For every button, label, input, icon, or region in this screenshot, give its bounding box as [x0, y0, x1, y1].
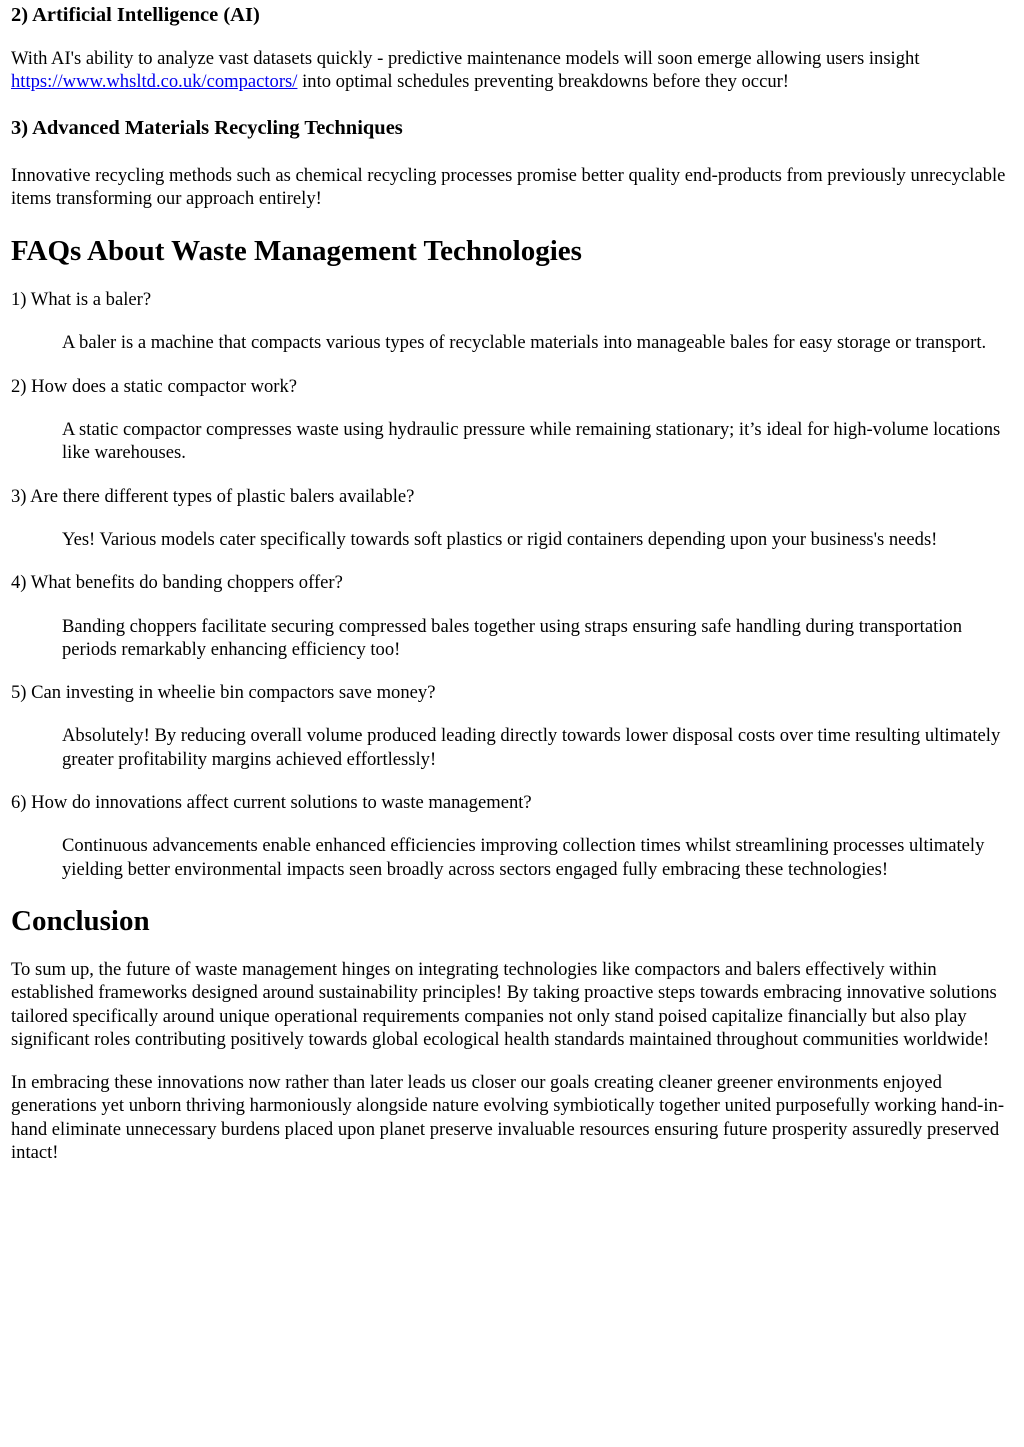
- section-text-ai: [11, 47, 1014, 94]
- faq-question: 6) How do innovations affect current solutions to waste management?: [11, 792, 532, 814]
- faq-list: [11, 288, 1014, 881]
- faq-answer: Continuous advancements enable enhanced efficiencies improving collection times whilst streamlining processes ultimately yielding better environmental impacts seen broadly across sectors engaged fully embracing these technologies!: [62, 835, 985, 880]
- faq-question: 2) How does a static compactor work?: [11, 375, 298, 397]
- faq-question: 5) Can investing in wheelie bin compactors save money?: [11, 682, 436, 704]
- compactors-link[interactable]: https://www.whsltd.co.uk/compactors/: [11, 71, 298, 93]
- faq-answer: Absolutely! By reducing overall volume produced leading directly towards lower disposal costs over time resulting ultimately greater profitability margins achieved effortlessly!: [62, 725, 1001, 770]
- conclusion-paragraph: In embracing these innovations now rather than later leads us closer our goals creating cleaner greener environments enjoyed generations yet unborn thriving harmoniously alongside nature evolving symbiotically together united purposefully working hand-in-hand eliminate unnecessary burdens placed upon planet preserve invaluable resources ensuring future prosperity assuredly preserved intact!: [11, 1072, 1005, 1164]
- conclusion-paragraph: To sum up, the future of waste management hinges on integrating technologies like compactors and balers effectively within established frameworks designed around sustainability principles! By taking proactive steps towards embracing innovative solutions tailored specifically around unique operational requirements companies not only stand poised capitalize financially but also play significant roles contributing positively towards global ecological health standards maintained throughout communities worldwide!: [11, 958, 997, 1050]
- article-body: [0, 1, 1024, 1164]
- faq-answer: Yes! Various models cater specifically towards soft plastics or rigid containers depending upon your business's needs!: [62, 528, 938, 550]
- faq-answer: A static compactor compresses waste using hydraulic pressure while remaining stationary; it’s ideal for high-volume locations like warehouses.: [62, 419, 1001, 464]
- faq-question: 4) What benefits do banding choppers offer?: [11, 572, 343, 594]
- faq-answer: Banding choppers facilitate securing compressed bales together using straps ensuring safe handling during transportation periods remarkably enhancing efficiency too!: [62, 615, 963, 660]
- faq-question: 1) What is a baler?: [11, 289, 152, 311]
- conclusion-heading: Conclusion: [11, 904, 150, 937]
- faq-question: 3) Are there different types of plastic balers available?: [11, 485, 415, 507]
- section-heading-ai: 2) Artificial Intelligence (AI): [11, 4, 260, 26]
- section-text-recycling: Innovative recycling methods such as chemical recycling processes promise better quality end-products from previously unrecyclable items transforming our approach entirely!: [11, 164, 1006, 209]
- ai-text-before-link: With AI's ability to analyze vast datasets quickly - predictive maintenance models will soon emerge allowing users insight: [11, 48, 920, 69]
- ai-text-after-link: into optimal schedules preventing breakdowns before they occur!: [297, 71, 789, 93]
- section-heading-recycling: 3) Advanced Materials Recycling Techniques: [11, 116, 403, 139]
- faq-answer: A baler is a machine that compacts various types of recyclable materials into manageable bales for easy storage or transport.: [62, 332, 987, 354]
- faq-heading: FAQs About Waste Management Technologies: [11, 235, 582, 268]
